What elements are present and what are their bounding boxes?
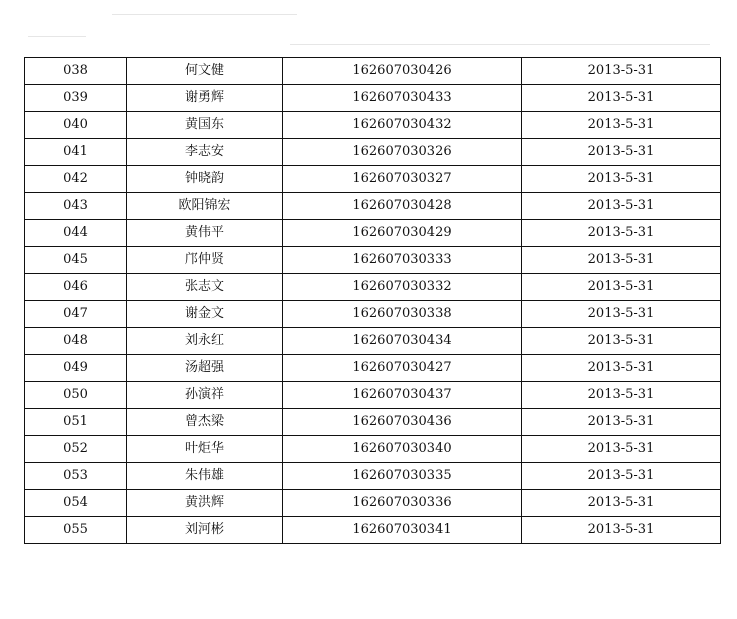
student-id-cell: 162607030326 [283, 139, 522, 166]
student-id-cell: 162607030338 [283, 301, 522, 328]
row-number-cell: 052 [25, 436, 127, 463]
date-cell: 2013-5-31 [522, 274, 721, 301]
date-cell: 2013-5-31 [522, 58, 721, 85]
date-cell: 2013-5-31 [522, 517, 721, 544]
row-number-cell: 039 [25, 85, 127, 112]
table-row [25, 247, 721, 274]
table-row [25, 85, 721, 112]
student-id-cell: 162607030427 [283, 355, 522, 382]
row-number-cell: 050 [25, 382, 127, 409]
table-row [25, 490, 721, 517]
student-id-cell: 162607030434 [283, 328, 522, 355]
table-row [25, 139, 721, 166]
student-id-cell: 162607030426 [283, 58, 522, 85]
table-row [25, 328, 721, 355]
date-cell: 2013-5-31 [522, 193, 721, 220]
student-id-cell: 162607030333 [283, 247, 522, 274]
row-number-cell: 044 [25, 220, 127, 247]
name-cell: 谢金文 [127, 301, 283, 328]
student-id-cell: 162607030332 [283, 274, 522, 301]
student-id-cell: 162607030340 [283, 436, 522, 463]
row-number-cell: 043 [25, 193, 127, 220]
table-row [25, 301, 721, 328]
date-cell: 2013-5-31 [522, 355, 721, 382]
row-number-cell: 046 [25, 274, 127, 301]
table-row [25, 463, 721, 490]
table-row [25, 382, 721, 409]
row-number-cell: 038 [25, 58, 127, 85]
date-cell: 2013-5-31 [522, 166, 721, 193]
scan-artifact-line [112, 14, 297, 15]
date-cell: 2013-5-31 [522, 436, 721, 463]
row-number-cell: 042 [25, 166, 127, 193]
date-cell: 2013-5-31 [522, 247, 721, 274]
table-row [25, 166, 721, 193]
name-cell: 张志文 [127, 274, 283, 301]
name-cell: 曾杰梁 [127, 409, 283, 436]
row-number-cell: 041 [25, 139, 127, 166]
row-number-cell: 040 [25, 112, 127, 139]
name-cell: 刘河彬 [127, 517, 283, 544]
name-cell: 欧阳锦宏 [127, 193, 283, 220]
name-cell: 刘永红 [127, 328, 283, 355]
student-id-cell: 162607030433 [283, 85, 522, 112]
scan-artifact-line [28, 36, 86, 37]
row-number-cell: 053 [25, 463, 127, 490]
student-id-cell: 162607030341 [283, 517, 522, 544]
name-cell: 黄国东 [127, 112, 283, 139]
student-id-cell: 162607030336 [283, 490, 522, 517]
roster-table [24, 57, 721, 544]
table-row [25, 409, 721, 436]
student-id-cell: 162607030335 [283, 463, 522, 490]
student-id-cell: 162607030432 [283, 112, 522, 139]
name-cell: 李志安 [127, 139, 283, 166]
row-number-cell: 054 [25, 490, 127, 517]
date-cell: 2013-5-31 [522, 139, 721, 166]
student-id-cell: 162607030428 [283, 193, 522, 220]
date-cell: 2013-5-31 [522, 112, 721, 139]
name-cell: 黄洪辉 [127, 490, 283, 517]
name-cell: 朱伟雄 [127, 463, 283, 490]
table-row [25, 355, 721, 382]
row-number-cell: 051 [25, 409, 127, 436]
row-number-cell: 055 [25, 517, 127, 544]
table-row [25, 58, 721, 85]
table-row [25, 274, 721, 301]
student-id-cell: 162607030437 [283, 382, 522, 409]
date-cell: 2013-5-31 [522, 382, 721, 409]
student-id-cell: 162607030429 [283, 220, 522, 247]
date-cell: 2013-5-31 [522, 463, 721, 490]
roster-table-body [25, 58, 721, 544]
row-number-cell: 048 [25, 328, 127, 355]
row-number-cell: 049 [25, 355, 127, 382]
student-id-cell: 162607030327 [283, 166, 522, 193]
date-cell: 2013-5-31 [522, 220, 721, 247]
name-cell: 邝仲贤 [127, 247, 283, 274]
name-cell: 叶炬华 [127, 436, 283, 463]
table-row [25, 220, 721, 247]
table-row [25, 193, 721, 220]
table-row [25, 436, 721, 463]
name-cell: 汤超强 [127, 355, 283, 382]
name-cell: 谢勇辉 [127, 85, 283, 112]
name-cell: 何文健 [127, 58, 283, 85]
date-cell: 2013-5-31 [522, 490, 721, 517]
date-cell: 2013-5-31 [522, 328, 721, 355]
date-cell: 2013-5-31 [522, 301, 721, 328]
date-cell: 2013-5-31 [522, 409, 721, 436]
scan-artifact-line [290, 44, 710, 45]
table-row [25, 112, 721, 139]
row-number-cell: 047 [25, 301, 127, 328]
name-cell: 钟晓韵 [127, 166, 283, 193]
name-cell: 黄伟平 [127, 220, 283, 247]
row-number-cell: 045 [25, 247, 127, 274]
date-cell: 2013-5-31 [522, 85, 721, 112]
name-cell: 孙演祥 [127, 382, 283, 409]
student-id-cell: 162607030436 [283, 409, 522, 436]
table-row [25, 517, 721, 544]
